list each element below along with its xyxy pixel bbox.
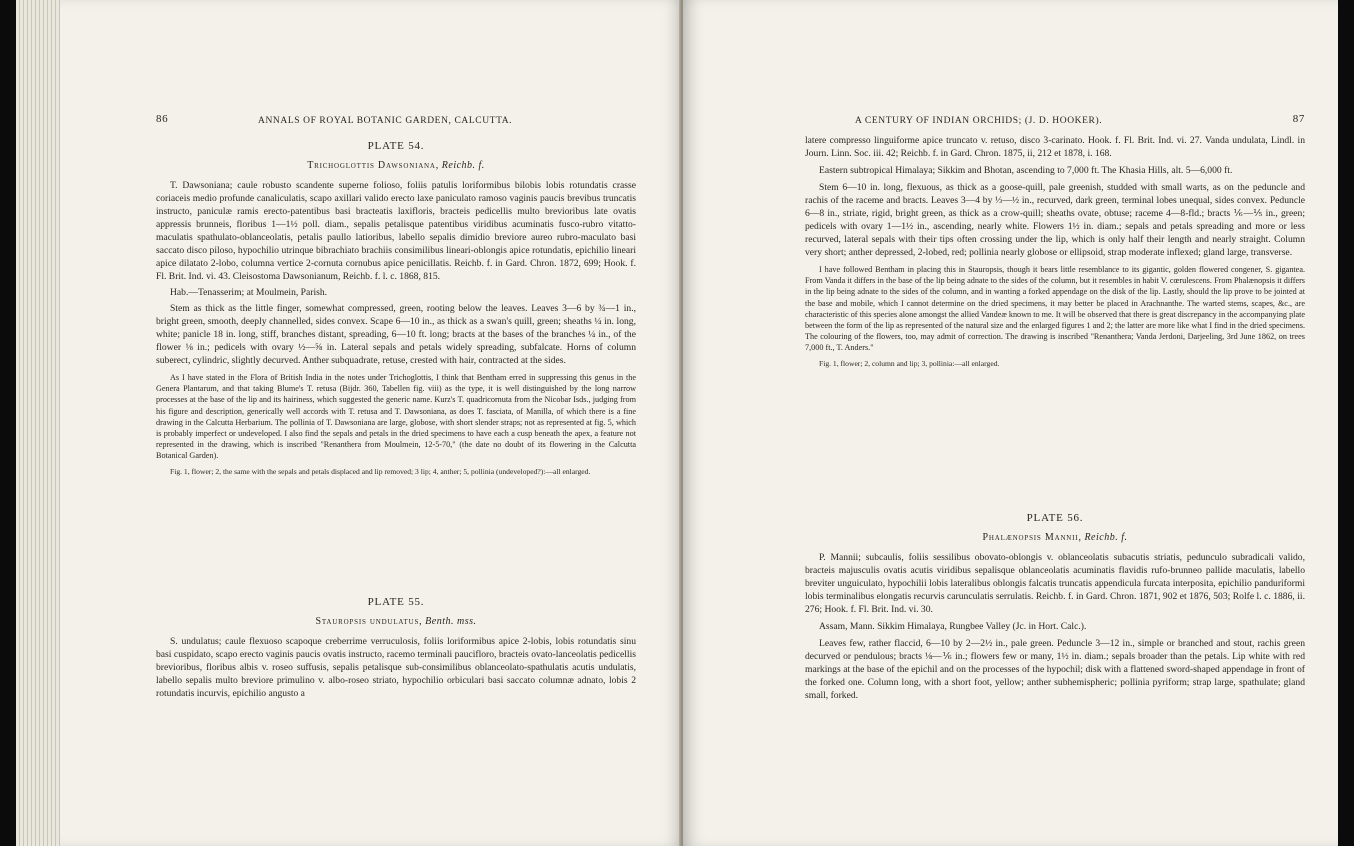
right-running-head [805, 113, 1305, 130]
plate-56-description: P. Mannii; subcaulis, foliis sessilibus obovato-oblongis v. oblanceolatis subacutis striatis, pedunculo subradicali valido, bracteis majusculis ovatis acutis viridibus sepalisque oblanceolatis acuminatis flavidis rufo-brunneo pallide maculatis, labello breviter unguiculato, hypochilii lobis lateralibus oblongis falcatis truncatis appendicula furcata interposita, epichilio panduriformi lobis terminalibus elongatis recurvis carunculatis serrulatis. Reichb. f. in Gard. Chron. 1871, 902 et 1876, 503; Rolfe l. c. 1886, ii. 276; Hook. f. Fl. Brit. Ind. vi. 30. [805, 552, 1305, 615]
open-book [16, 0, 1338, 846]
plate-55-continuation: latere compresso linguiforme apice truncato v. retuso, disco 3-carinato. Hook. f. Fl. Brit. Ind. vi. 27. Vanda undulata, Lindl. in Journ. Linn. Soc. iii. 42; Reichb. f. in Gard. Chron. 1875, ii, 212 et 1878, i. 168. [805, 135, 1305, 159]
plate-55-species-name: Stauropsis undulatus [315, 616, 420, 627]
right-page [683, 0, 1338, 846]
plate-56-species-name: Phalænopsis Mannii [982, 532, 1079, 543]
plate-54-stem-description: Stem as thick as the little finger, somewhat compressed, green, rooting below the leaves. Leaves 3—6 by ¾—1 in., bright green, smooth, deeply channelled, sides convex. Scape 6—10 in., as thick as a swan's quill, green; sheaths ¼ in. long, white; panicle 18 in. long, stiff, branches distant, spreading, 6—10 ft. long; bracts at the bases of the branches ¼ in., of the flower ⅛ in.; pedicels with ovary ½—⅝ in. Lateral sepals and petals widely spreading, subfalcate. Horns of column suberect, cylindric, slightly decurved. Anther subquadrate, retuse, crested with hair, contracted at the sides. [156, 303, 636, 366]
plate-54-species-name: Trichoglottis Dawsoniana [307, 160, 436, 171]
plate-54-fig-caption: Fig. 1, flower; 2, the same with the sepals and petals displaced and lip removed; 3 lip; 4, anther; 5, pollinia (undeveloped?):—all enlarged. [170, 466, 591, 476]
plate-55-species-authority: Benth. mss. [425, 616, 477, 627]
plate-56-title: PLATE 56. [1026, 512, 1084, 524]
left-page-number: 86 [156, 113, 169, 125]
plate-55 [156, 596, 636, 700]
page-edges [16, 0, 60, 846]
plate-54-habitat: Hab.—Tenasserim; at Moulmein, Parish. [170, 287, 328, 298]
plate-54-title: PLATE 54. [367, 140, 425, 152]
plate-55-habitat: Eastern subtropical Himalaya; Sikkim and Bhotan, ascending to 7,000 ft. The Khasia Hills, alt. 5—6,000 ft. [819, 165, 1233, 176]
plate-54-species-line: Trichoglottis Dawsoniana, Reichb. f. [307, 160, 485, 171]
plate-54-description: T. Dawsoniana; caule robusto scandente superne folioso, foliis patulis loriformibus bilobis lobis rotundatis crasse coriaceis medio profunde canaliculatis, scapo axillari valido erecto laxe paniculato ramoso vaginis paucis brevibus truncatis instructo, paniculæ ramis erecto-patentibus basi bracteatis laxifloris, bracteis pedicellis multo brevioribus late ovatis appressis brunneis, floribus 1—1½ poll. diam., sepalis petalisque patentibus viridibus acuminatis fusco-rubro vitatto-maculatis spathulato-oblanceolatis, petalis paullo latioribus, labello sepalis dimidio breviore aureo rubro-maculato basi saccato disco piloso, hypochilio utrinque bibrachiato brachiis consimilibus lineari-oblongis apice rotundatis, epichilio lineari apice dilatato 2-lobo, columna vertice 2-cornuta cornubus apice penicillatis. Reichb. f. in Gard. Chron. 1872, 699; Hook. f. Fl. Brit. Ind. vi. 43. Cleisostoma Dawsonianum, Reichb. f. l. c. 1868, 815. [156, 180, 636, 282]
plate-55-note: I have followed Bentham in placing this in Stauropsis, though it bears little resemblance to its gigantic, golden flowered congener, S. gigantea. From Vanda it differs in the base of the lip being adnate to the sides of the column, but it resembles in habit V. cœrulescens. From Phalænopsis it differs in the lip being adnate to the sides of the column, and in wanting a forked appendage on the disk of the lip. Lastly, should the lip prove to be jointed at the base and mobile, which I cannot determine on the dried specimens, it may better be placed in Arachnanthe. The warted stems, scapes, &c., are characteristic of this species alone amongst the allied Vandeæ known to me. It will be observed that there is great discrepancy in the accompanying plate between the form of the lip as represented of the natural size and the enlarged figures 1 and 2; the latter are more like what I find in the dried specimens. The colouring of the flowers, too, may admit of correction. The drawing is inscribed "Renanthera; Vanda Jerdoni, Darjeeling, 3rd June 1862, on trees 7,000 ft., T. Anders." [805, 265, 1305, 353]
plate-56-species-authority: Reichb. f. [1084, 532, 1128, 543]
plate-55-species-line: Stauropsis undulatus, Benth. mss. [315, 616, 477, 627]
left-running-title: ANNALS OF ROYAL BOTANIC GARDEN, CALCUTTA. [258, 116, 513, 126]
plate-56-species-line: Phalænopsis Mannii, Reichb. f. [982, 532, 1128, 543]
plate-56 [805, 512, 1305, 702]
left-page [60, 0, 681, 846]
plate-54-note: As I have stated in the Flora of British India in the notes under Trichoglottis, I think that Bentham erred in suppressing this genus in the Genera Plantarum, and that taking Blume's T. retusa (Bijdr. 360, Tabellen fig. viii) as the type, it is well distinguished by the long narrow processes at the base of the lip and its hairiness, which suggested the generic name. Kurz's T. quadricornuta from the Nicobar Isds., judging from his figure and description, generically well accords with T. retusa and T. Dawsoniana, as does T. fasciata, of Manilla, of which there is a fine drawing in the Calcutta Herbarium. The pollinia of T. Dawsoniana are large, globose, with short slender straps; not as represented at fig. 5, which is probably imperfect or undeveloped. I also find the sepals and petals in the dried specimens to have each a cusp beneath the apex, a feature not represented in the drawing, which is inscribed "Renanthera from Moulmein, 12-5-70," (the date no doubt of its flowering in the Calcutta Botanical Garden). [156, 373, 636, 461]
right-running-title: A CENTURY OF INDIAN ORCHIDS; (J. D. HOOKER). [855, 116, 1103, 126]
plate-56-habitat: Assam, Mann. Sikkim Himalaya, Rungbee Valley (Jc. in Hort. Calc.). [819, 621, 1087, 632]
plate-55-stem-description: Stem 6—10 in. long, flexuous, as thick as a goose-quill, pale greenish, studded with small warts, as on the peduncle and rachis of the raceme and bracts. Leaves 3—4 by ⅓—½ in., recurved, dark green, terminal lobes unequal, sides convex. Peduncle 6—8 in., striate, rigid, bright green, as thick as a crow-quill; sheaths ovate, obtuse; raceme 4—8-fld.; bracts ⅙—⅕ in., green; pedicels with ovary 1—1½ in., ascending, nearly white. Flowers 1½ in. diam.; sepals and petals spreading and more or less recurved, lateral sepals with their tips often crossing under the lip, which is only half their length and nearly straight. Column very short; anther depressed, 2-lobed, red; pollinia nearly globose or ellipsoid, strap moderate inflexed; gland large, transverse. [805, 182, 1305, 258]
plate-55-fig-caption: Fig. 1, flower; 2, column and lip; 3, pollinia:—all enlarged. [819, 358, 1000, 368]
right-page-number: 87 [1292, 113, 1305, 125]
plate-55-title: PLATE 55. [367, 596, 425, 608]
plate-55-continued [805, 134, 1305, 369]
plate-54 [156, 140, 636, 477]
plate-56-leaves-description: Leaves few, rather flaccid, 6—10 by 2—2½ in., pale green. Peduncle 3—12 in., simple or branched and stout, rachis green decurved or pendulous; bracts ⅛—⅙ in.; flowers few or many, 1½ in. diam.; sepals broader than the petals. Lip white with red markings at the base of the epichil and on the processes of the hypochil; disk with a flattened sword-shaped appendage in front of the forked one. Column long, with a short foot, yellow; anther subhemispheric; pollinia pyriform; strap large, spathulate; gland small, forked. [805, 638, 1305, 701]
plate-55-description: S. undulatus; caule flexuoso scapoque creberrime verruculosis, foliis loriformibus apice 2-lobis, lobis rotundatis sinu basi cuspidato, scapo erecto vaginis paucis ovatis instructo, racemo terminali paucifloro, bracteis ovato-lanceolatis pedicellis brevioribus, floribus albis v. roseo suffusis, sepalis petalisque sub-consimilibus oblanceolato-spathulatis acutis undulatis, labello sepalis multo breviore primulino v. albo-roseo striato, hypochilio orbiculari basi saccato columnæ adnato, lobis 2 rotundatis incurvis, epichilio angusto a [156, 636, 636, 699]
left-running-head [156, 113, 636, 130]
plate-54-species-authority: Reichb. f. [441, 160, 485, 171]
